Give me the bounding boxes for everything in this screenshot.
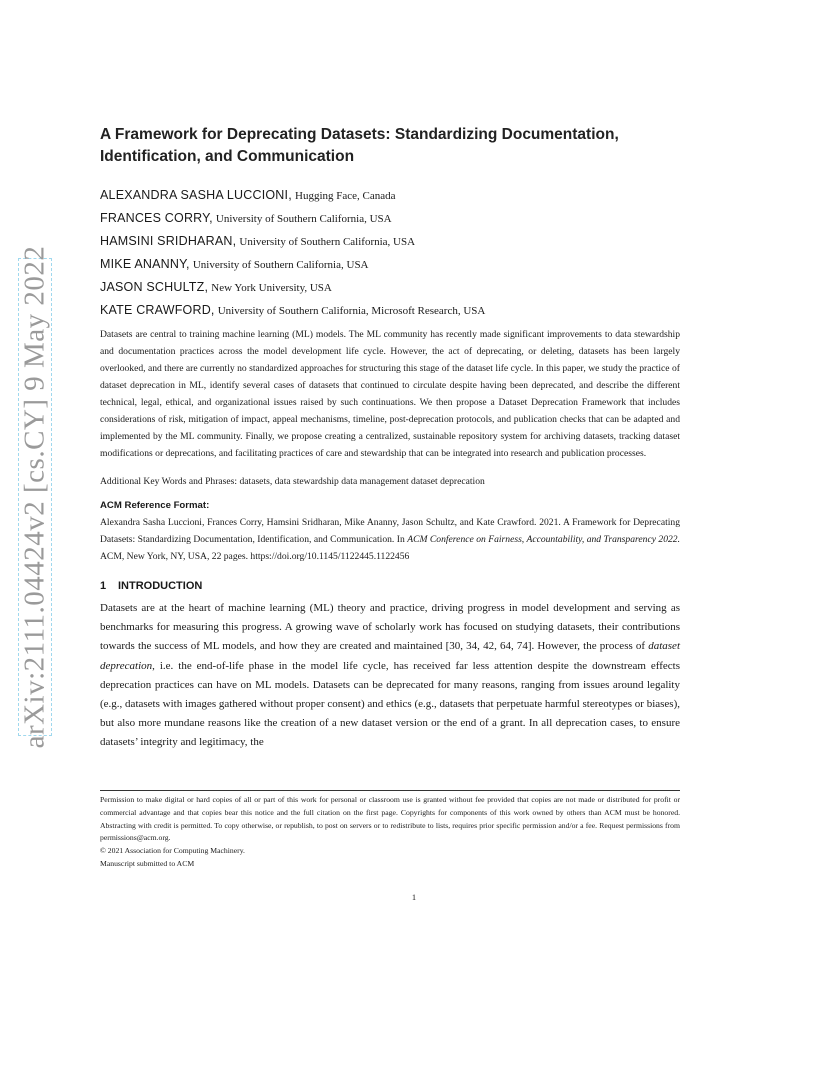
- author-affiliation: New York University, USA: [211, 282, 332, 294]
- section-heading: [100, 577, 680, 595]
- arxiv-identifier: arXiv:2111.04424v2 [cs.CY] 9 May 2022: [18, 245, 51, 749]
- arxiv-stamp: [18, 245, 52, 749]
- author-affiliation: University of Southern California, USA: [192, 259, 369, 271]
- keywords: Additional Key Words and Phrases: datasets, data stewardship data management dataset deprecation: [100, 476, 485, 487]
- copyright-notice: © 2021 Association for Computing Machinery.: [100, 846, 245, 856]
- intro-text: Datasets are at the heart of machine learning (ML) theory and practice, driving progress in model development and serving as benchmarks for measuring this progress. A growing wave of scholarly work has focused on studying datasets, their contributions towards the success of ML models, and how they are created and maintained [30, 34, 42, 64, 74]. However, the process of: [100, 602, 680, 653]
- acm-reference: [100, 514, 680, 565]
- acm-reference-venue: ACM Conference on Fairness, Accountability, and Transparency 2022.: [407, 534, 680, 545]
- intro-text-continued: , i.e. the end-of-life phase in the model life cycle, has received far less attention despite the downstream effects deprecation practices can have on ML models. Datasets can be deprecated for many reasons, ranging from issues around legality (e.g., datasets with images gathered without proper consent) and ethics (e.g., datasets that perpetuate harmful stereotypes or biases), but also more mundane reasons like the creation of a new dataset version or the end of a grant. In all deprecation cases, to ensure datasets’ integrity and legitimacy, the: [100, 659, 680, 749]
- author-affiliation: University of Southern California, Microsoft Research, USA: [217, 305, 486, 317]
- section-title: INTRODUCTION: [118, 580, 203, 592]
- author-list: [100, 184, 680, 322]
- section-number: 1: [100, 580, 107, 592]
- author-name: KATE CRAWFORD,: [100, 303, 215, 317]
- author-entry: [100, 207, 680, 230]
- author-entry: [100, 276, 680, 299]
- author-name: MIKE ANANNY,: [100, 257, 190, 271]
- author-entry: [100, 299, 680, 322]
- manuscript-notice: Manuscript submitted to ACM: [100, 858, 195, 868]
- permission-notice: Permission to make digital or hard copies of all or part of this work for personal or classroom use is granted without fee provided that copies are not made or distributed for profit or commercial advantage and that copies bear this notice and the full citation on the first page. Copyrights for components of this work owned by others than ACM must be honored. Abstracting with credit is permitted. To copy otherwise, or republish, to post on servers or to redistribute to lists, requires prior specific permission and/or a fee. Request permissions from permissions@acm.org.: [100, 795, 680, 843]
- author-entry: [100, 184, 680, 207]
- author-affiliation: Hugging Face, Canada: [295, 190, 396, 202]
- permission-footnote: [100, 790, 680, 871]
- page-number: 1: [411, 892, 417, 902]
- abstract: Datasets are central to training machine learning (ML) models. The ML community has recently made significant improvements to data stewardship and documentation practices across the model development life cycle. However, the act of deprecating, or deleting, datasets has been largely overlooked, and there are currently no standardized approaches for structuring this stage of the dataset life cycle. In this paper, we study the practice of dataset deprecation in ML, identify several cases of datasets that continued to circulate despite having been deprecated, and describe the different technical, legal, ethical, and organizational issues raised by such continuations. We then propose a Dataset Deprecation Framework that includes considerations of risk, mitigation of impact, appeal mechanisms, timeline, post-deprecation protocols, and publication checks that can be adapted and implemented by the ML community. Finally, we propose creating a centralized, sustainable repository system for archiving datasets, tracking dataset modifications or deprecations, and facilitating practices of care and stewardship that can be integrated into research and publication processes.: [100, 329, 680, 459]
- acm-reference-doi: ACM, New York, NY, USA, 22 pages. https://doi.org/10.1145/1122445.1122456: [100, 551, 410, 562]
- intro-emphasis: dataset deprecation: [100, 640, 680, 672]
- author-name: JASON SCHULTZ,: [100, 280, 209, 294]
- author-affiliation: University of Southern California, USA: [215, 213, 392, 225]
- author-name: ALEXANDRA SASHA LUCCIONI,: [100, 188, 292, 202]
- acm-reference-text: Alexandra Sasha Luccioni, Frances Corry, Hamsini Sridharan, Mike Ananny, Jason Schultz, and Kate Crawford. 2021. A Framework for Deprecating Datasets: Standardizing Documentation, Identification, and Communication. In: [100, 517, 680, 545]
- paper-title: A Framework for Deprecating Datasets: Standardizing Documentation, Identification, and Communication: [100, 126, 619, 165]
- author-name: FRANCES CORRY,: [100, 211, 213, 225]
- author-entry: [100, 230, 680, 253]
- author-entry: [100, 253, 680, 276]
- author-name: HAMSINI SRIDHARAN,: [100, 234, 237, 248]
- author-affiliation: University of Southern California, USA: [239, 236, 416, 248]
- paper-body: [100, 124, 680, 753]
- acm-reference-heading: ACM Reference Format:: [100, 500, 210, 511]
- intro-paragraph: [100, 599, 680, 753]
